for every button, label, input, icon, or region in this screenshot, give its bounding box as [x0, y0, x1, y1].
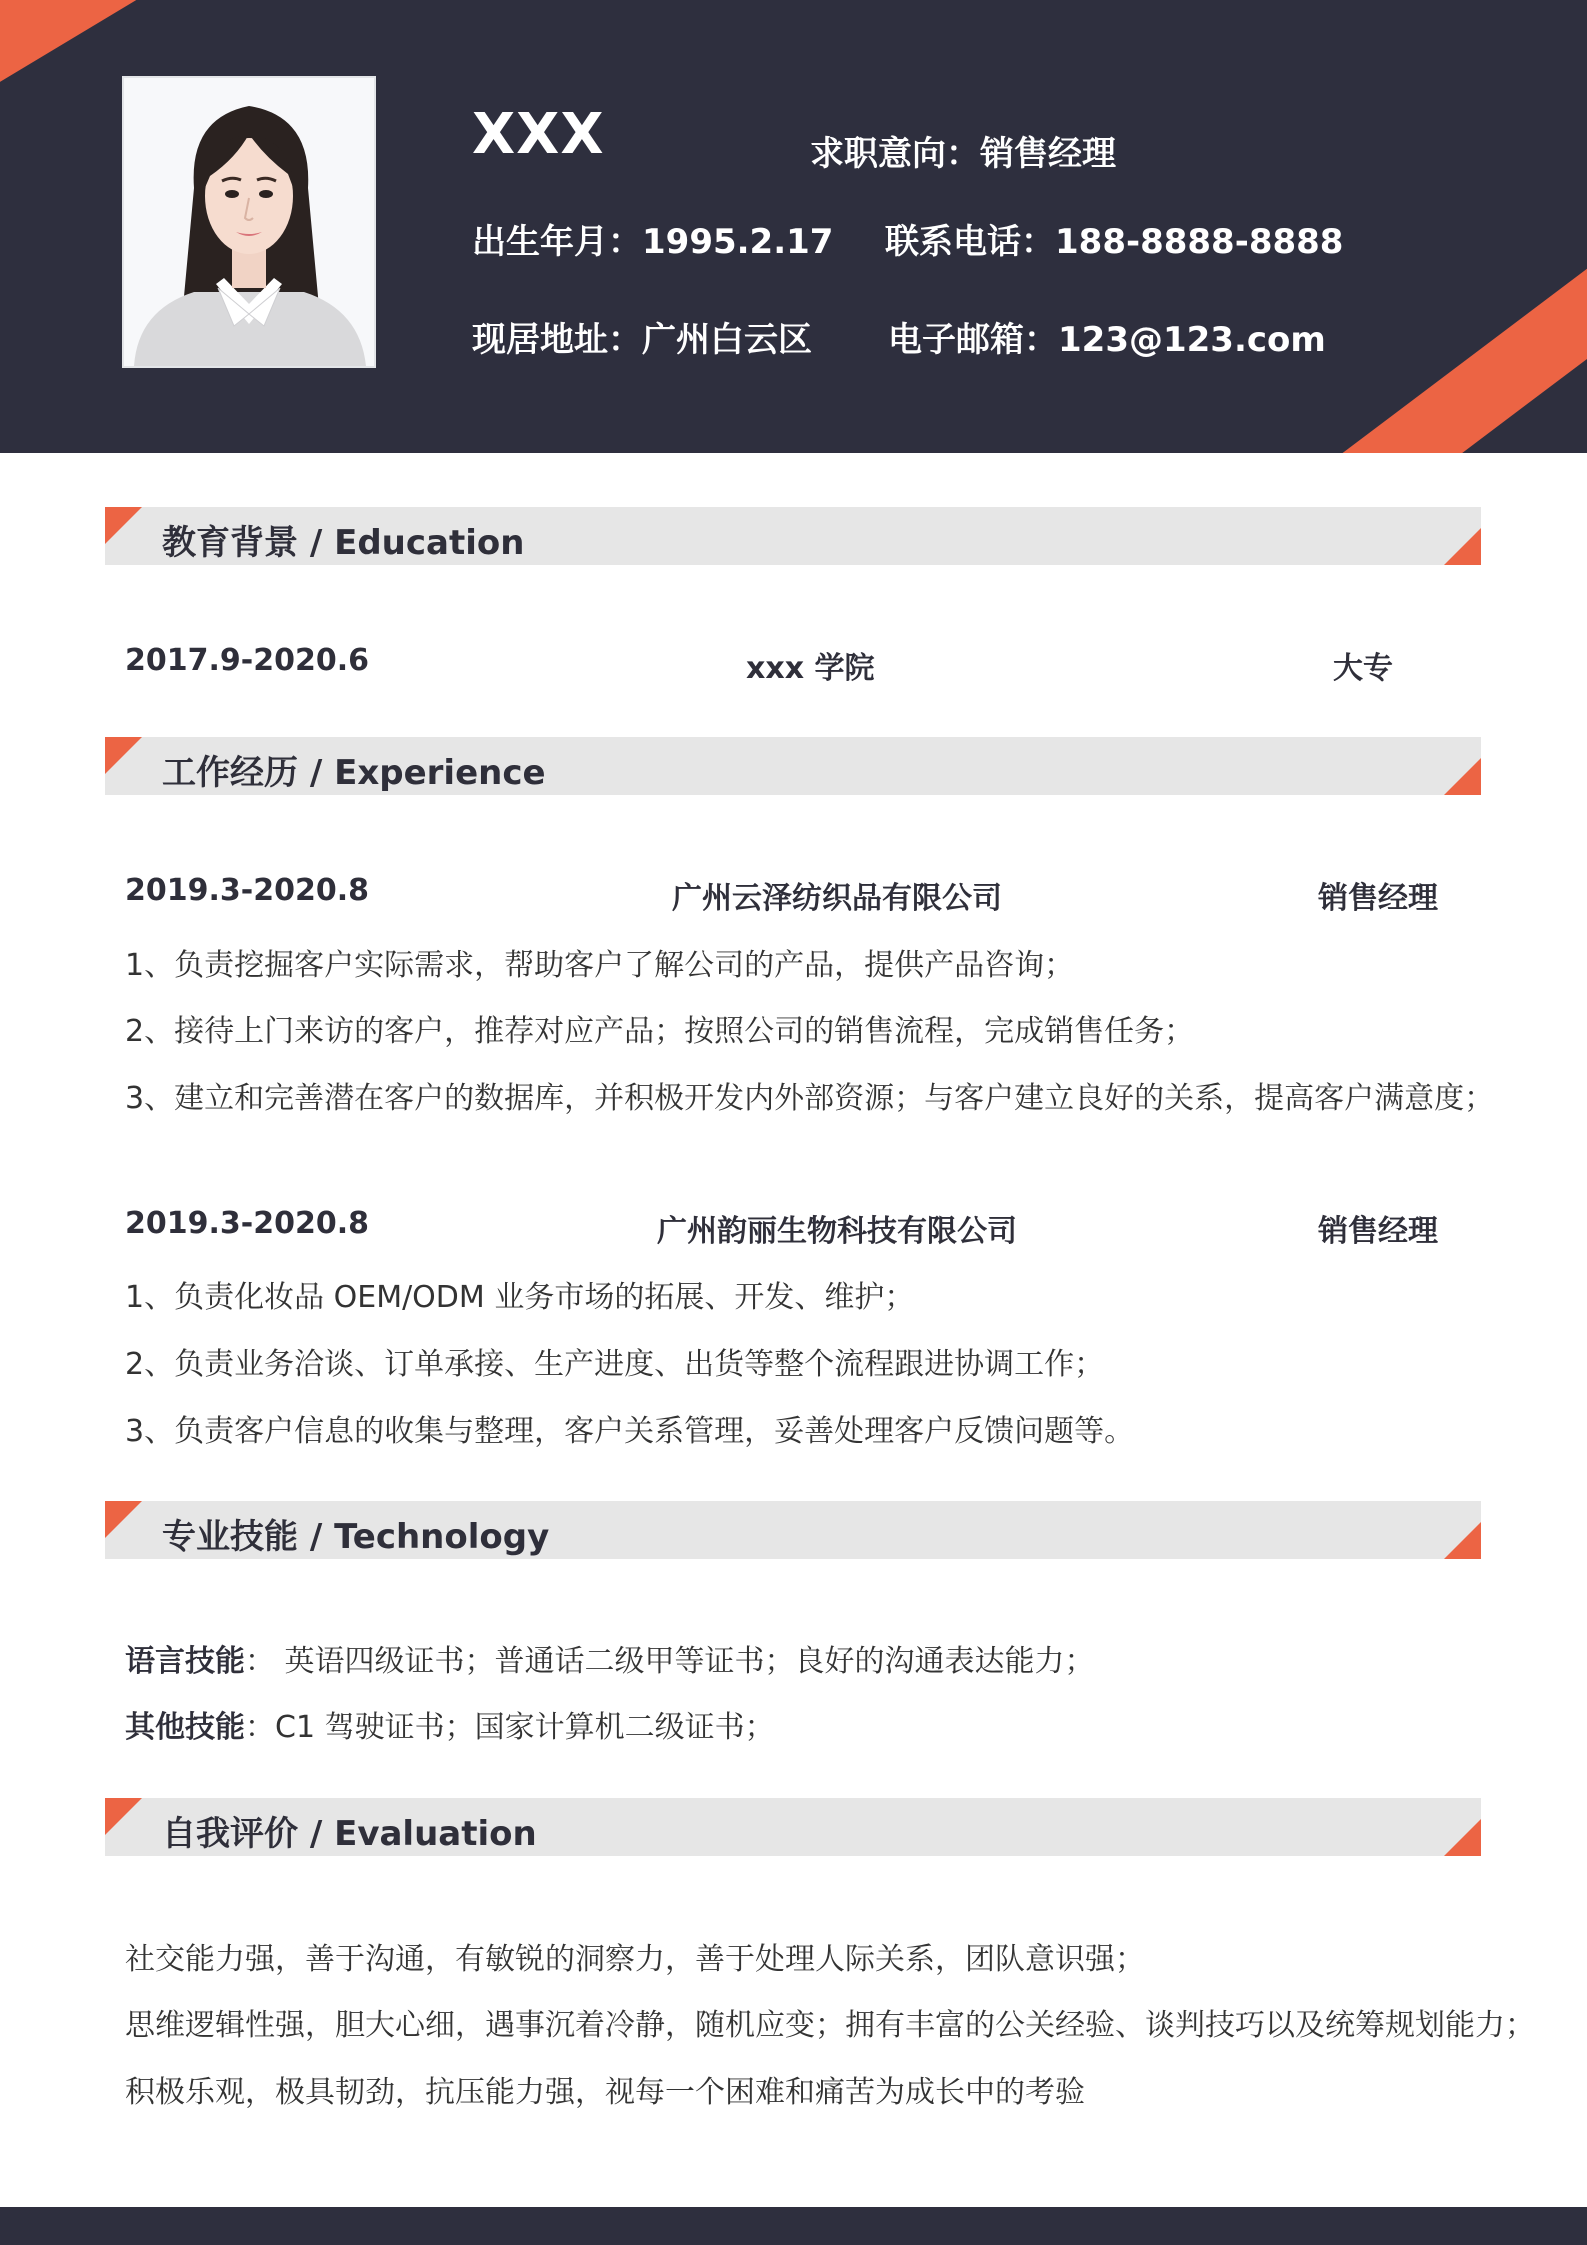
email-address: 电子邮箱：123@123.com: [888, 320, 1326, 360]
footer-bar: [0, 2207, 1587, 2245]
home-address: 现居地址：广州白云区: [472, 320, 812, 360]
phone-number: 联系电话：188-8888-8888: [885, 222, 1344, 262]
corner-accent: [1444, 1819, 1481, 1856]
skills-section-header: [105, 1501, 1481, 1559]
skill-label: 语言技能: [125, 1644, 245, 1679]
job-duty: 1、负责挖掘客户实际需求，帮助客户了解公司的产品，提供产品咨询；: [125, 948, 1075, 983]
experience-section-header: [105, 737, 1481, 795]
corner-accent: [105, 737, 142, 774]
job-period: 2019.3-2020.8: [125, 1206, 369, 1241]
job-duty: 3、负责客户信息的收集与整理，客户关系管理，妥善处理客户反馈问题等。: [125, 1414, 1135, 1449]
accent-stripe-right: [1320, 169, 1587, 453]
corner-accent: [105, 1501, 142, 1538]
candidate-name: XXX: [472, 102, 605, 167]
section-title: 自我评价 / Evaluation: [162, 1814, 537, 1854]
corner-accent: [105, 507, 142, 544]
job-duty: 2、接待上门来访的客户，推荐对应产品；按照公司的销售流程，完成销售任务；: [125, 1014, 1195, 1049]
corner-accent: [1444, 758, 1481, 795]
job-role: 销售经理: [1318, 881, 1438, 916]
section-title: 教育背景 / Education: [162, 523, 525, 563]
job-intent: 求职意向：销售经理: [810, 134, 1116, 174]
birth-date: 出生年月：1995.2.17: [472, 222, 834, 262]
evaluation-line: 思维逻辑性强，胆大心细，遇事沉着冷静，随机应变；拥有丰富的公关经验、谈判技巧以及统筹规划能力；: [125, 2008, 1535, 2043]
education-period: 2017.9-2020.6: [125, 643, 369, 678]
corner-accent: [105, 1798, 142, 1835]
evaluation-line: 积极乐观，极具韧劲，抗压能力强，视每一个困难和痛苦为成长中的考验: [125, 2075, 1085, 2110]
company-name: 广州韵丽生物科技有限公司: [657, 1214, 1017, 1249]
corner-accent: [1444, 1522, 1481, 1559]
resume-header: [0, 0, 1587, 453]
job-period: 2019.3-2020.8: [125, 873, 369, 908]
evaluation-section-header: [105, 1798, 1481, 1856]
skill-text: ：C1 驾驶证书；国家计算机二级证书；: [245, 1710, 775, 1745]
skill-label: 其他技能: [125, 1710, 245, 1745]
company-name: 广州云泽纺织品有限公司: [672, 881, 1002, 916]
profile-photo: [122, 76, 376, 368]
job-role: 销售经理: [1318, 1214, 1438, 1249]
evaluation-line: 社交能力强，善于沟通，有敏锐的洞察力，善于处理人际关系，团队意识强；: [125, 1942, 1145, 1977]
job-duty: 1、负责化妆品 OEM/ODM 业务市场的拓展、开发、维护；: [125, 1280, 915, 1315]
degree: 大专: [1333, 651, 1393, 686]
school-name: xxx 学院: [746, 651, 875, 686]
corner-accent: [1444, 528, 1481, 565]
job-duty: 2、负责业务洽谈、订单承接、生产进度、出货等整个流程跟进协调工作；: [125, 1347, 1105, 1382]
education-section-header: [105, 507, 1481, 565]
job-duty: 3、建立和完善潜在客户的数据库，并积极开发内外部资源；与客户建立良好的关系，提高客户满意度；: [125, 1081, 1495, 1116]
language-skills: [125, 1636, 1095, 1680]
section-title: 专业技能 / Technology: [162, 1517, 550, 1557]
section-title: 工作经历 / Experience: [162, 753, 546, 793]
skill-text: ： 英语四级证书；普通话二级甲等证书；良好的沟通表达能力；: [245, 1644, 1095, 1679]
other-skills: [125, 1702, 775, 1746]
